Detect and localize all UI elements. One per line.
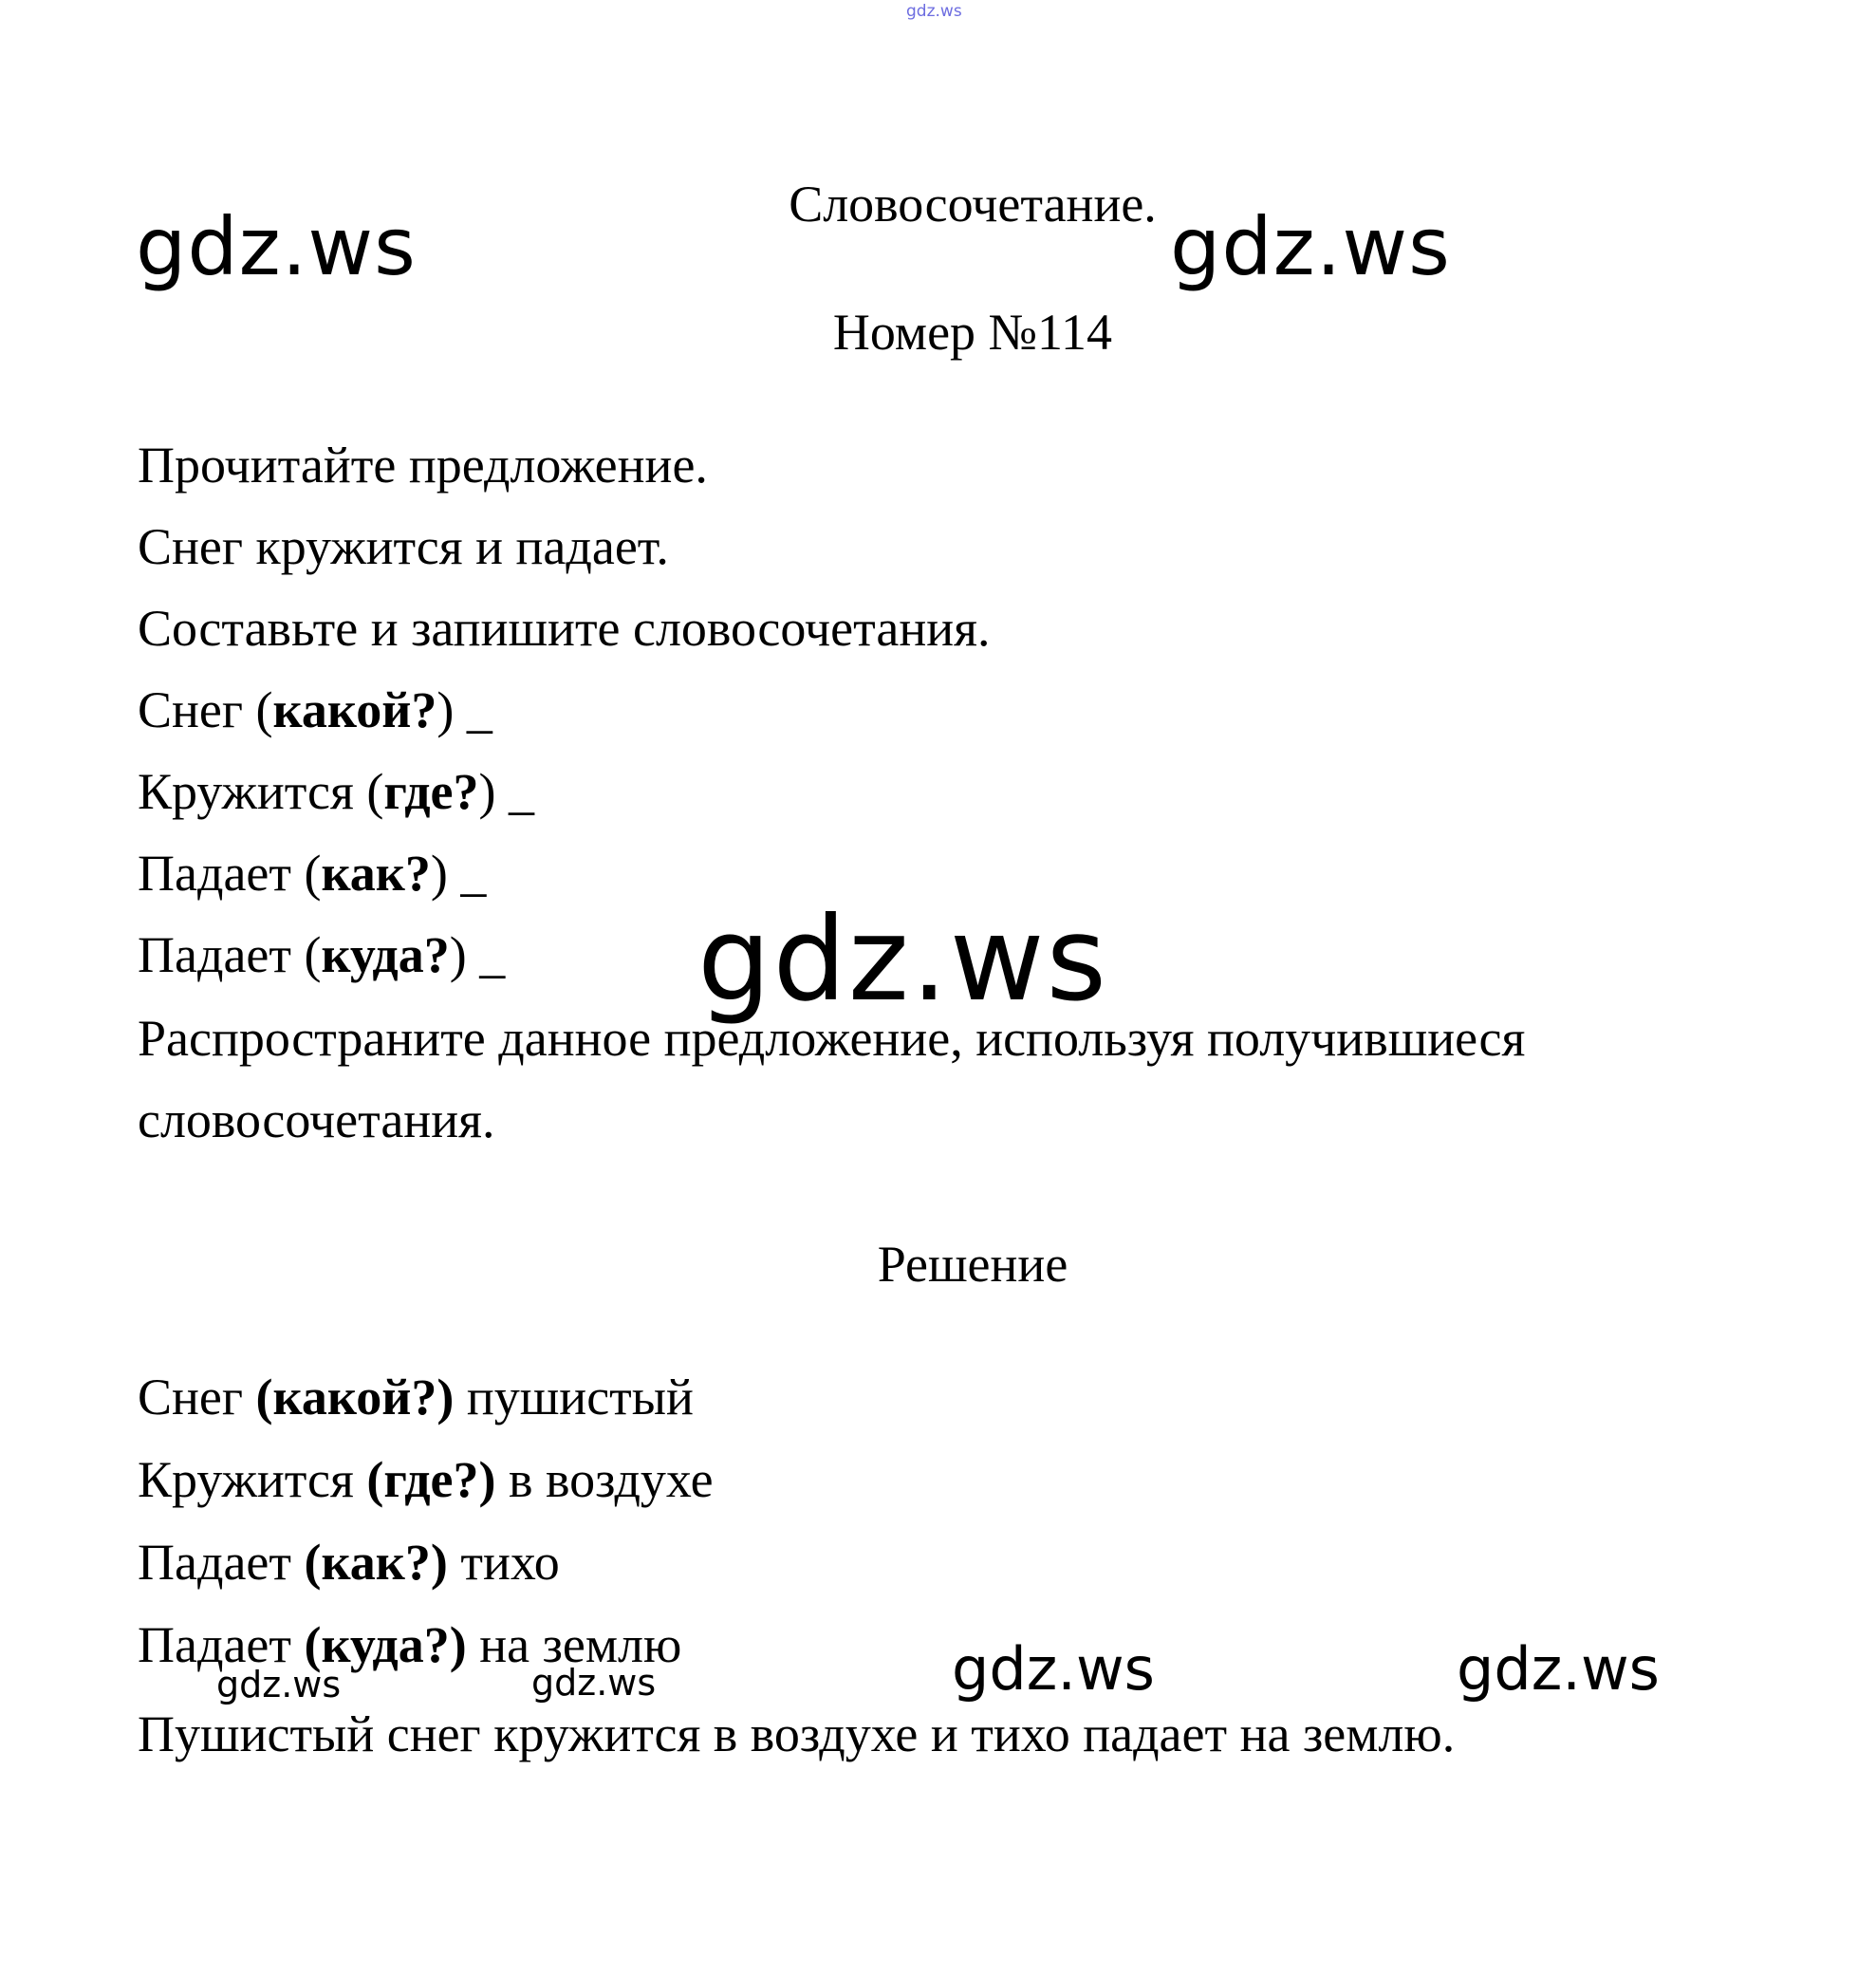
task-item-word: Кружится — [138, 763, 354, 820]
task-item-word: Падает — [138, 926, 291, 983]
solution-title: Решение — [877, 1236, 1068, 1293]
watermark: gdz.ws — [216, 1664, 342, 1705]
task-item-blank: _ — [495, 763, 534, 820]
solution-item-question: (куда?) — [304, 1616, 467, 1673]
watermark: gdz.ws — [952, 1634, 1155, 1704]
task-item-question: куда? — [321, 926, 450, 983]
solution-item-question: (какой?) — [255, 1369, 455, 1425]
task-line-8: Распространите данное предложение, используя получившиеся — [138, 1010, 1526, 1067]
solution-item-word: Падает — [138, 1616, 291, 1673]
task-item-question: где? — [383, 763, 479, 820]
solution-item-question: (как?) — [304, 1534, 448, 1591]
task-item-question: какой? — [272, 681, 437, 738]
top-watermark: gdz.ws — [906, 2, 962, 21]
task-line-3: Составьте и запишите словосочетания. — [138, 600, 991, 657]
watermark: gdz.ws — [531, 1662, 657, 1704]
solution-item-word: Снег — [138, 1369, 244, 1425]
watermark: gdz.ws — [1457, 1634, 1660, 1704]
solution-item-question: (где?) — [366, 1451, 496, 1508]
solution-item-3 — [138, 1532, 560, 1593]
task-item-2: Кружится (где?) _ — [138, 763, 534, 820]
task-item-blank: _ — [447, 845, 487, 902]
task-item-blank: _ — [454, 681, 492, 738]
task-line-9: словосочетания. — [138, 1091, 495, 1148]
watermark: gdz.ws — [697, 892, 1109, 1027]
solution-item-answer: на землю — [479, 1616, 682, 1673]
task-item-3: Падает (как?) _ — [138, 845, 487, 902]
task-line-1: Прочитайте предложение. — [138, 437, 708, 494]
solution-item-2 — [138, 1449, 714, 1510]
solution-sentence: Пушистый снег кружится в воздухе и тихо падает на землю. — [138, 1705, 1456, 1762]
task-item-4: Падает (куда?) _ — [138, 926, 506, 983]
solution-item-answer: пушистый — [466, 1369, 694, 1425]
task-line-2: Снег кружится и падает. — [138, 518, 669, 575]
watermark: gdz.ws — [1170, 200, 1451, 293]
solution-item-answer: тихо — [460, 1534, 560, 1591]
task-item-question: как? — [321, 845, 431, 902]
task-item-word: Снег — [138, 681, 244, 738]
exercise-number: Номер №114 — [832, 304, 1113, 361]
task-item-word: Падает — [138, 845, 291, 902]
task-item-1: Снег (какой?) _ — [138, 681, 492, 738]
solution-item-answer: в воздухе — [508, 1451, 714, 1508]
solution-item-word: Кружится — [138, 1451, 354, 1508]
section-title: Словосочетание. — [789, 176, 1157, 233]
task-item-blank: _ — [466, 926, 506, 983]
watermark: gdz.ws — [136, 200, 417, 293]
solution-item-word: Падает — [138, 1534, 291, 1591]
solution-item-1 — [138, 1367, 694, 1427]
